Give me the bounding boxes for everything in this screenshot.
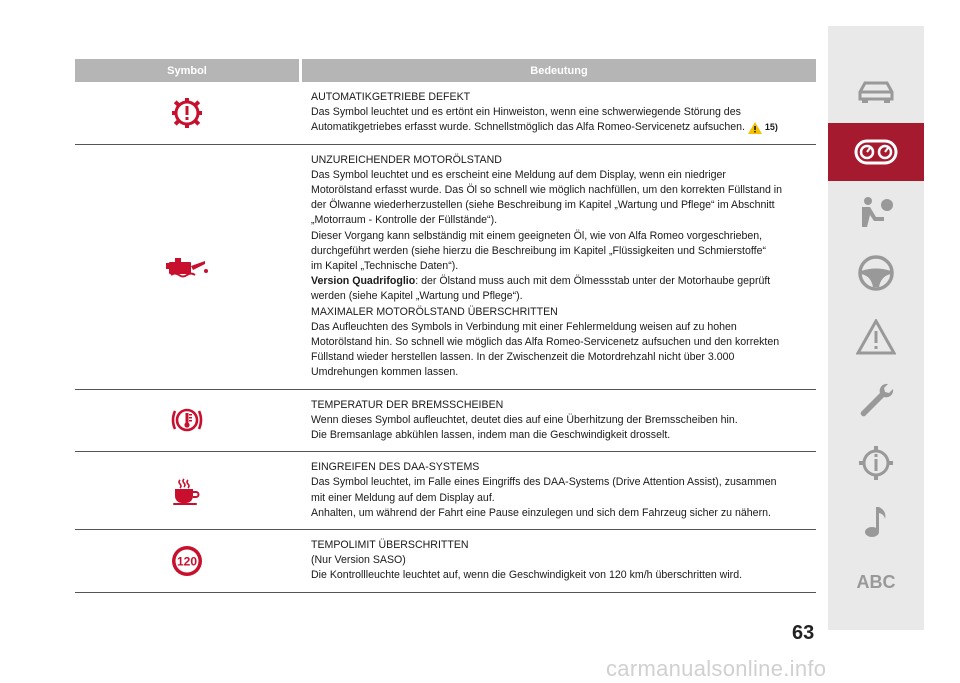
table-row: TEMPERATUR DER BREMSSCHEIBEN Wenn dieses Symbol aufleuchtet, deutet dies auf eine Überhitzung der Bremsscheiben hin. Die Bremsanlage abkühlen lassen, indem man die Geschwindigkeit drosselt. [75,390,816,453]
gear-info-icon [857,444,895,482]
row-title: EINGREIFEN DES DAA-SYSTEMS [311,461,480,474]
header-meaning: Bedeutung [302,59,816,82]
sidebar-item-emergency[interactable] [828,308,924,366]
symbol-table [75,59,816,593]
table-row: AUTOMATIKGETRIEBE DEFEKT Das Symbol leuchtet und es ertönt ein Hinweiston, wenn eine schwerwiegende Störung des Automatikgetriebes erfasst wurde. Schnellstmöglich das Alfa Romeo-Servicenetz aufsuchen. 15) [75,82,816,145]
car-icon [856,78,896,104]
sidebar-item-maintenance[interactable] [828,371,924,429]
sidebar-item-technical-data[interactable] [828,434,924,492]
abc-index: ABC [856,571,896,592]
table-row: 120 TEMPOLIMIT ÜBERSCHRITTEN (Nur Version SASO) Die Kontrollleuchte leuchtet auf, wenn die Geschwindigkeit von 120 km/h überschritten wird. [75,530,816,593]
dashboard-gauges-icon [854,139,898,165]
steering-wheel-icon [857,254,895,292]
sidebar-item-index[interactable] [828,553,924,611]
music-note-icon [863,504,889,540]
speed-limit-120-icon [170,544,204,578]
header-symbol: Symbol [75,59,299,82]
watermark: carmanualsonline.info [606,656,827,681]
sidebar-item-dashboard[interactable] [828,123,924,181]
row-title: AUTOMATIKGETRIEBE DEFEKT [311,91,471,103]
table-row: EINGREIFEN DES DAA-SYSTEMS Das Symbol leuchtet, im Falle eines Eingriffs des DAA-Systems (Drive Attention Assist), zusammen mit einer Meldung auf dem Display auf. Anhalten, um während der Fahrt eine Pause einzulegen und sich dem Fahrzeug sicher zu nähern. [75,452,816,530]
oil-can-icon [165,256,209,278]
row-title: TEMPOLIMIT ÜBERSCHRITTEN [311,539,469,552]
chapter-sidebar [828,26,924,630]
sidebar-item-multimedia[interactable] [828,493,924,551]
page-number: 63 [792,622,815,644]
table-row: UNZUREICHENDER MOTORÖLSTAND Das Symbol leuchtet und es erscheint eine Meldung auf dem Display, wenn ein niedriger Motorölstand erfasst wurde. Das Öl so schnell wie möglich nachfüllen, um den korrekten Füllstand in der Ölwanne wiederherzustellen (siehe Beschreibung im Kapitel „Wartung und Pflege“ im Abschnitt „Motorraum - Kontrolle der Füllstände“). Dieser Vorgang kann selbständig mit einem geeigneten Öl, wie von Alfa Romeo vorgeschrieben, durchgeführt werden (siehe hierzu die Beschreibung im Kapitel „Flüssigkeiten und Schmierstoffe“ im Kapitel „Technische Daten“). Version Quadrifoglio: der Ölstand muss auch mit dem Ölmessstab unter der Motorhaube geprüft werden (siehe Kapitel „Wartung und Pflege“). MAXIMALER MOTORÖLSTAND ÜBERSCHRITTEN Das Aufleuchten des Symbols in Verbindung mit einer Fehlermeldung weisen auf zu hohen Motorölstand hin. So schnell wie möglich das Alfa Romeo-Servicenetz aufsuchen und den korrekten Füllstand wieder herstellen lassen. In der Zwischenzeit die Motordrehzahl nicht über 3.000 Umdrehungen kommen lassen. [75,145,816,390]
sidebar-item-car[interactable] [828,62,924,120]
speed-limit-value: 120 [176,554,198,569]
airbag-person-icon [856,195,896,231]
row-title: TEMPERATUR DER BREMSSCHEIBEN [311,398,504,411]
gear-exclamation-icon [170,96,204,130]
brake-disc-temperature-icon [170,405,204,435]
warning-triangle-icon [856,319,896,355]
sidebar-item-safety[interactable] [828,184,924,242]
row-title: MAXIMALER MOTORÖLSTAND ÜBERSCHRITTEN [311,305,558,318]
sidebar-item-driving[interactable] [828,244,924,302]
row-title: UNZUREICHENDER MOTORÖLSTAND [311,153,502,166]
warning-triangle-small-icon [748,122,762,134]
coffee-cup-icon [172,476,202,506]
footnote-ref: 15) [764,122,778,133]
version-label: Version Quadrifoglio [311,275,416,288]
table-header [75,59,816,82]
wrench-icon [858,382,894,418]
